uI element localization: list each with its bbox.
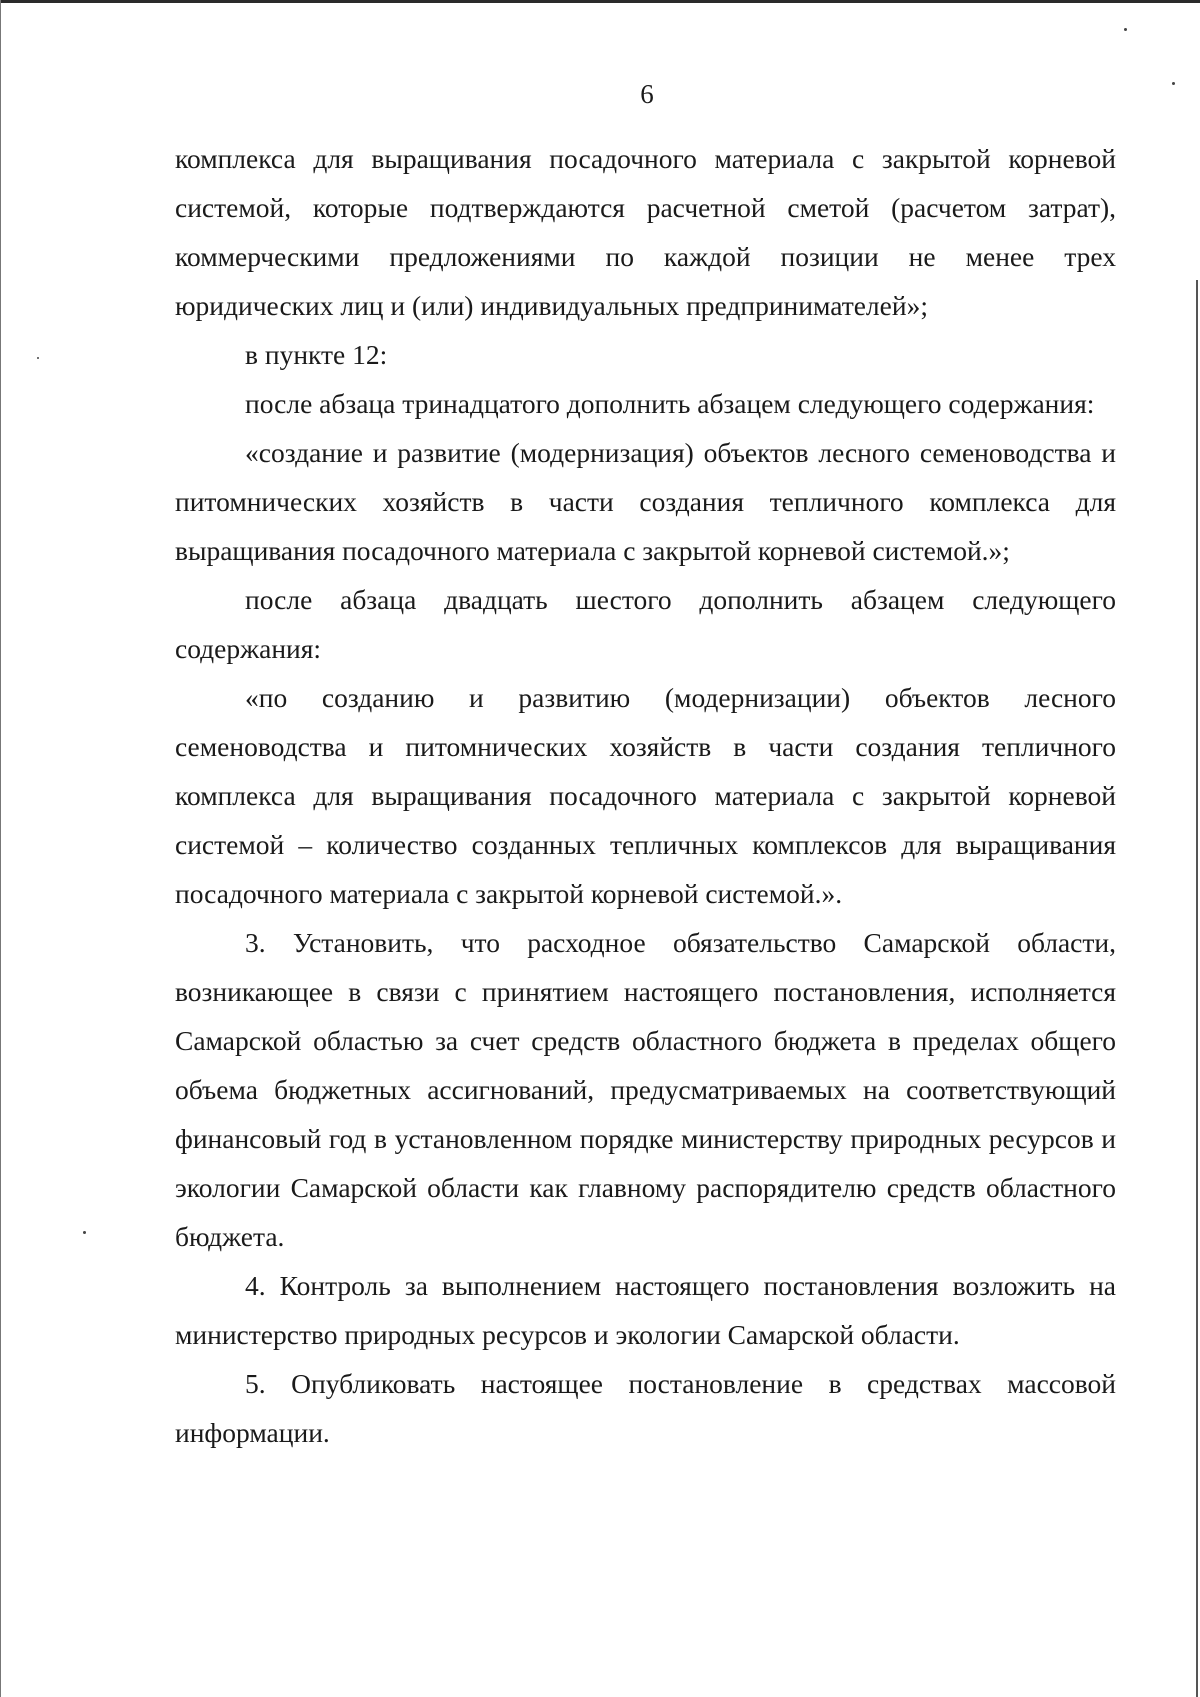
paragraph-item-3: 3. Установить, что расходное обязательство Самарской области, возникающее в связи с принятием настоящего постановления, исполняется Самарской областью за счет средств областного бюджета в пределах общего объема бюджетных ассигнований, предусматриваемых на соответствующий финансовый год в установленном порядке министерству природных ресурсов и экологии Самарской области как главному распорядителю средств областного бюджета.	[175, 927, 1116, 1252]
scan-speck	[37, 357, 39, 359]
page-number: 6	[640, 79, 654, 109]
paragraph-quote-indicator: «по созданию и развитию (модернизации) объектов лесного семеноводства и питомнических хозяйств в части создания тепличного комплекса для выращивания посадочного материала с закрытой корневой системой – количество созданных тепличных комплексов для выращивания посадочного материала с закрытой корневой системой.».	[175, 682, 1116, 909]
scan-speck	[83, 1231, 86, 1234]
paragraph-quote-creation: «создание и развитие (модернизация) объектов лесного семеноводства и питомнических хозяйств в части создания тепличного комплекса для выращивания посадочного материала с закрытой корневой системой.»;	[175, 437, 1116, 566]
paragraph-item-4: 4. Контроль за выполнением настоящего постановления возложить на министерство природных ресурсов и экологии Самарской области.	[175, 1270, 1116, 1350]
paragraph-after-thirteenth: после абзаца тринадцатого дополнить абзацем следующего содержания:	[245, 388, 1095, 419]
paragraph-item-5: 5. Опубликовать настоящее постановление в средствах массовой информации.	[175, 1368, 1116, 1448]
scan-speck	[1124, 28, 1127, 31]
document-body	[175, 134, 1116, 1457]
scan-right-edge	[1196, 280, 1198, 1697]
paragraph-continuation: комплекса для выращивания посадочного материала с закрытой корневой системой, которые подтверждаются расчетной сметой (расчетом затрат), коммерческими предложениями по каждой позиции не менее трех юридических лиц и (или) индивидуальных предпринимателей»;	[175, 143, 1116, 321]
scan-top-edge	[0, 0, 1200, 3]
paragraph-point-12: в пункте 12:	[245, 339, 388, 370]
scan-left-edge	[0, 0, 1, 1697]
paragraph-after-twenty-sixth: после абзаца двадцать шестого дополнить абзацем следующего содержания:	[175, 584, 1116, 664]
